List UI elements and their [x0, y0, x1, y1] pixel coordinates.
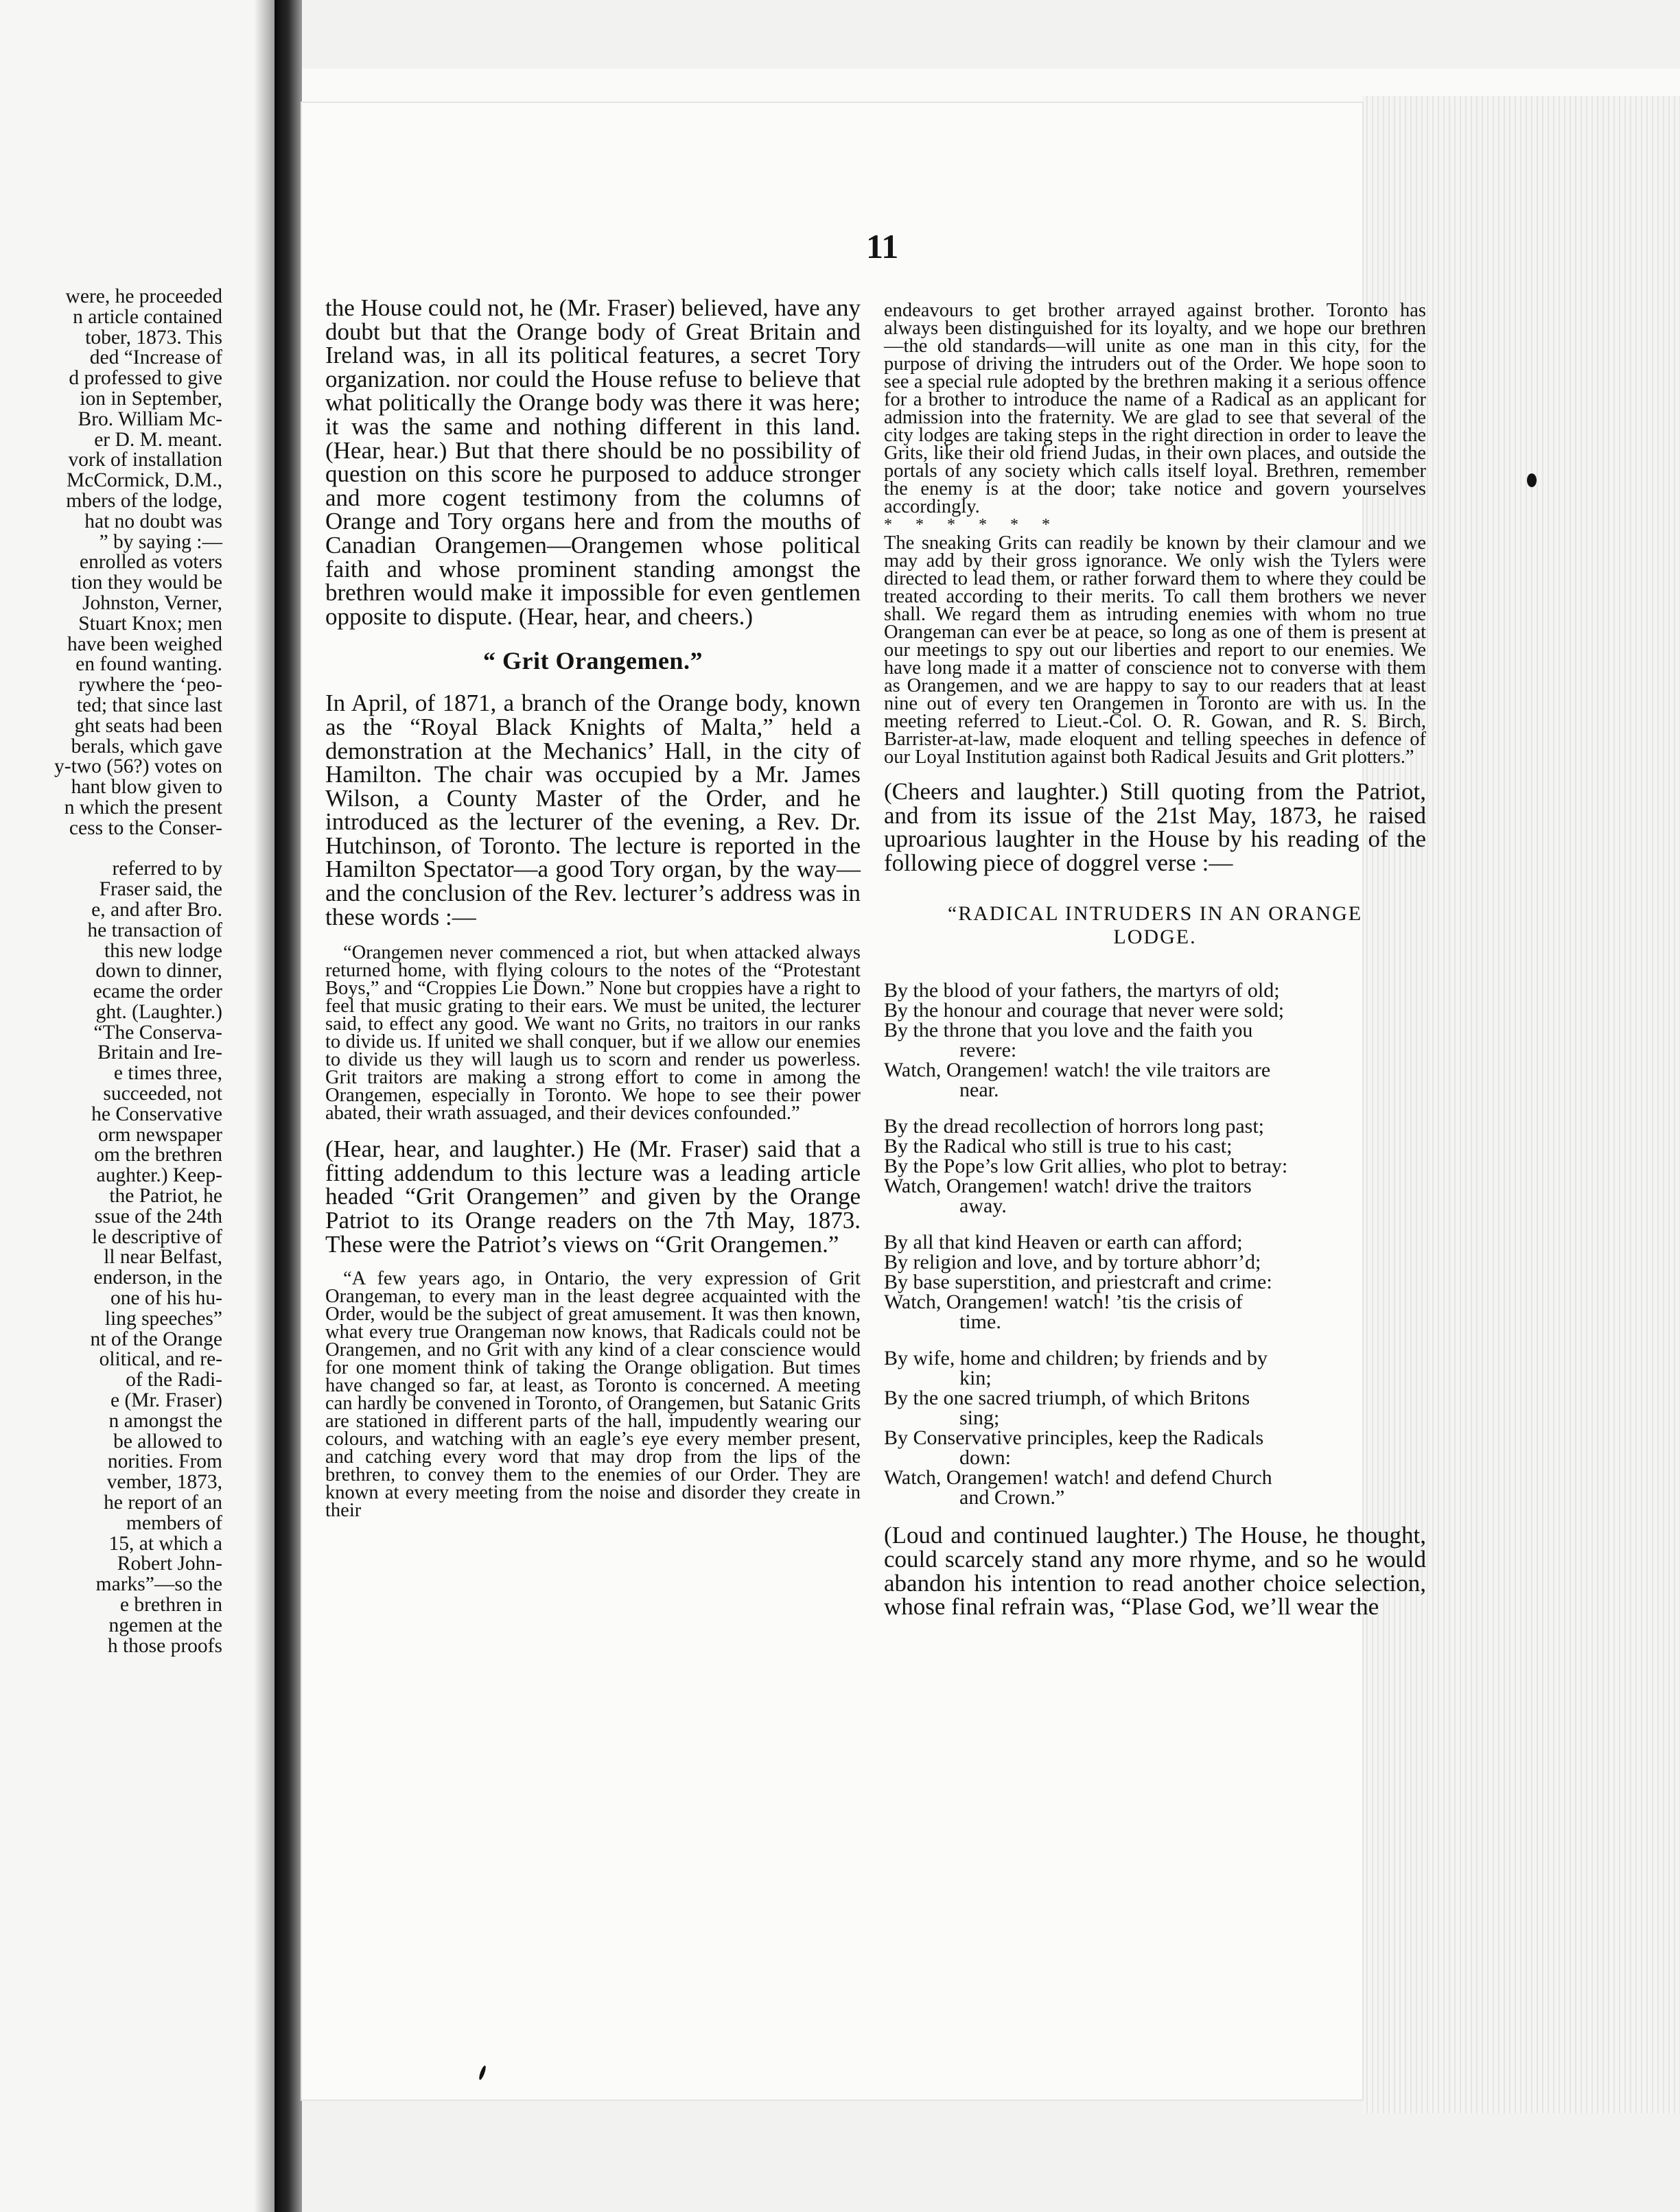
previous-page-line: olitical, and re- — [99, 1348, 222, 1371]
previous-page-line: ght. (Laughter.) — [95, 1000, 222, 1023]
previous-page-line: mbers of the lodge, — [66, 489, 222, 512]
previous-page-line: ght seats had been — [74, 714, 222, 737]
previous-page-line: en found wanting. — [75, 653, 222, 676]
previous-page-line: he report of an — [104, 1492, 222, 1514]
previous-page-line: this new lodge — [104, 939, 222, 962]
ellipsis-stars: * * * * * * — [884, 516, 1060, 534]
verse-line: By the dread recollection of horrors long past; — [884, 1115, 1265, 1138]
verse-title: “RADICAL INTRUDERS IN AN ORANGE — [947, 902, 1363, 926]
previous-page-line: tion they would be — [71, 572, 222, 594]
col1-paragraph-1: the House could not, he (Mr. Fraser) believed, have any doubt but that the Orange body of Great Britain and Ireland was, in all its political features, a secret Tory organization. nor could the House refuse to believe that what politically the Orange body was there it was here; it was the same and nothing different in this land. (Hear, hear.) But that there should be no possibility of question on this score he purposed to adduce stronger and more cogent testimony from the columns of Orange and Tory organs here and from the mouths of Canadian Orangemen—Orangemen whose political faith and whose prominent standing amongst the brethren would make it impossible for even gentlemen opposite to dispute. (Hear, hear, and cheers.) — [325, 294, 861, 630]
page-number: 11 — [866, 227, 899, 266]
previous-page-line: he Conservative — [91, 1103, 222, 1125]
col2-quote-continued: endeavours to get brother arrayed against brother. Toronto has always been distinguished for its loyalty, and we hope our brethren—the old standards—will unite as one man in this city, for the purpose of driving the intruders out of the Order. We hope soon to see a special rule adopted by the brethren making it a serious offence for a brother to introduce the name of a Radical as an applicant for admission into the fraternity. We are glad to see that several of the city lodges are taking steps in the right direction in order to leave the Grits, like their old friend Judas, in their own places, and outside the portals of any society which calls itself loyal. Brethren, remember the enemy is at the door; take notice and govern yourselves accordingly. — [884, 300, 1426, 517]
previous-page-line: er D. M. meant. — [94, 428, 222, 451]
verse-line: down: — [959, 1446, 1011, 1470]
verse-stanza — [884, 980, 1426, 1100]
previous-page-line: ion in September, — [80, 387, 222, 410]
previous-page-line: Bro. William Mc- — [78, 408, 222, 430]
verse-line: sing; — [959, 1407, 1000, 1430]
previous-page-line: Stuart Knox; men — [78, 612, 222, 635]
previous-page-line: hant blow given to — [71, 776, 222, 799]
previous-page-line: down to dinner, — [95, 960, 222, 983]
previous-page-line: y-two (56?) votes on — [54, 755, 222, 778]
previous-page-line: ” by saying :— — [99, 530, 222, 553]
previous-page-line: the Patriot, he — [109, 1185, 222, 1208]
previous-page-line: e times three, — [113, 1062, 222, 1085]
verse-poem — [884, 980, 1426, 1507]
previous-page-line: hat no doubt was — [84, 510, 222, 532]
section-heading: “ Grit Orangemen.” — [483, 647, 703, 675]
previous-page-line: marks”—so the — [95, 1573, 222, 1596]
previous-page-line: aughter.) Keep- — [96, 1164, 222, 1187]
verse-line: Watch, Orangemen! watch! drive the traitors — [884, 1175, 1252, 1198]
column-left — [325, 296, 861, 1520]
previous-page-line: h those proofs — [107, 1634, 222, 1657]
previous-page-line: n article contained — [73, 305, 222, 328]
previous-page-line: referred to by — [112, 858, 222, 880]
previous-page-line: n which the present — [64, 796, 222, 819]
previous-page-line: Britain and Ire- — [97, 1042, 222, 1064]
gutter-shadow — [254, 0, 275, 2212]
previous-page-line: e, and after Bro. — [91, 898, 222, 921]
previous-page-line: e (Mr. Fraser) — [110, 1389, 222, 1412]
verse-line: By the blood of your fathers, the martyrs of old; — [884, 979, 1280, 1002]
previous-page-line: ling speeches” — [104, 1307, 222, 1330]
verse-stanza — [884, 1116, 1426, 1216]
previous-page-line: one of his hu- — [110, 1287, 222, 1310]
verse-line: By the throne that you love and the faith you — [884, 1019, 1253, 1042]
previous-page-line: ded “Increase of — [89, 346, 222, 369]
verse-line: By the honour and courage that never were sold; — [884, 999, 1285, 1022]
verse-line: By the one sacred triumph, of which Britons — [884, 1387, 1250, 1410]
verse-line: kin; — [959, 1367, 992, 1390]
previous-page-line: le descriptive of — [91, 1225, 222, 1248]
verse-stanza — [884, 1348, 1426, 1507]
verse-title-line-2: LODGE. — [1113, 926, 1197, 949]
previous-page-line: ngemen at the — [108, 1614, 222, 1636]
verse-line: near. — [959, 1079, 999, 1102]
previous-page-line: vember, 1873, — [106, 1471, 222, 1494]
verse-stanza — [884, 1232, 1426, 1332]
previous-page-line: be allowed to — [113, 1430, 222, 1452]
previous-page-line: have been weighed — [67, 633, 222, 655]
previous-page-line: vork of installation — [68, 449, 222, 471]
previous-page-line: “The Conserva- — [93, 1021, 222, 1044]
column-right — [884, 302, 1426, 1619]
previous-page-line: ecame the order — [93, 980, 222, 1003]
previous-page-line: were, he proceeded — [65, 285, 222, 307]
previous-page-line: succeeded, not — [103, 1083, 222, 1105]
previous-page-line: d professed to give — [69, 367, 222, 390]
verse-line: By religion and love, and by torture abhorr’d; — [884, 1251, 1261, 1274]
verse-line: away. — [959, 1195, 1007, 1218]
previous-page-line: members of — [126, 1511, 222, 1534]
verse-line: By all that kind Heaven or earth can afford; — [884, 1231, 1243, 1254]
verse-line: By the Radical who still is true to his cast; — [884, 1135, 1233, 1158]
previous-page-line: he transaction of — [87, 919, 222, 941]
verse-line: Watch, Orangemen! watch! and defend Church — [884, 1466, 1272, 1490]
col1-quote-1: “Orangemen never commenced a riot, but when attacked always returned home, with flying colours to the notes of the “Protestant Boys,” and “Croppies Lie Down.” None but croppies have a right to feel that music grating to their ears. We must be united, the lecturer said, to effect any good. We want no Grits, no traitors in our ranks to divide us. If united we shall conquer, but if we allow our enemies to divide us they will laugh us to scorn and render us powerless. Grit traitors are making a strong effort to come in among the Orangemen, especially in Toronto. We hope to see their power abated, their wrath assuaged, and their devices confounded.” — [325, 942, 861, 1125]
previous-page-line: n amongst the — [108, 1409, 222, 1432]
col2-quote-continued-2: The sneaking Grits can readily be known by their clamour and we may add by their gross ignorance. We only wish the Tylers were directed to lead them, or rather forward them to where they could be treated according to their merits. To call them brothers we never shall. We regard them as intruding enemies with whom no true Orangeman can ever be at peace, so long as one of them is present at our meetings to spy out our liberties and report to our enemies. We have long made it a matter of conscience not to converse with them as Orangemen, and we are happy to say to our readers that at least nine out of every ten Orangemen in Toronto are with us. In the meeting referred to Lieut.-Col. O. R. Gowan, and R. S. Birch, Barrister-at-law, made eloquent and telling speeches in defence of our Loyal Institution against both Radical Jesuits and Grit plotters.” — [884, 532, 1426, 768]
previous-page-line — [0, 839, 222, 860]
previous-page-line: McCormick, D.M., — [67, 469, 222, 492]
previous-page-line: of the Radi- — [126, 1369, 222, 1391]
previous-page-line: e brethren in — [119, 1594, 222, 1616]
previous-page-line: ssue of the 24th — [95, 1205, 222, 1227]
verse-line: By wife, home and children; by friends and by — [884, 1347, 1268, 1370]
col2-paragraph-2: (Loud and continued laughter.) The House, he thought, could scarcely stand any more rhyme, and so he would abandon his intention to read another choice selection, whose final refrain was, “Plase God, we’ll wear the — [884, 1522, 1426, 1621]
previous-page-line: ted; that since last — [76, 694, 222, 716]
verse-line: revere: — [959, 1039, 1017, 1062]
verse-line: time. — [959, 1310, 1001, 1334]
previous-page-line: cess to the Conser- — [69, 816, 222, 839]
previous-page-line: Johnston, Verner, — [82, 591, 222, 614]
previous-page-line: ll near Belfast, — [104, 1246, 222, 1269]
book-spine — [275, 0, 302, 2212]
col2-paragraph-1: (Cheers and laughter.) Still quoting from the Patriot, and from its issue of the 21st May, 1873, he raised uproarious laughter in the House by his reading of the following piece of doggrel verse :— — [884, 778, 1426, 876]
previous-page-text — [0, 287, 222, 1656]
verse-line: Watch, Orangemen! watch! the vile traitors are — [884, 1059, 1271, 1082]
col1-paragraph-3: (Hear, hear, and laughter.) He (Mr. Fraser) said that a fitting addendum to this lecture was a leading article headed “Grit Orangemen” and given by the Orange Patriot to its Orange readers on the 7th May, 1873. These were the Patriot’s views on “Grit Orangemen.” — [325, 1136, 861, 1258]
verse-line: By the Pope’s low Grit allies, who plot to betray: — [884, 1155, 1288, 1178]
previous-page-line: enrolled as voters — [79, 551, 222, 574]
previous-page-line: tober, 1873. This — [85, 326, 222, 349]
previous-page-line: orm newspaper — [97, 1123, 222, 1146]
previous-page-line: om the brethren — [94, 1144, 222, 1166]
verse-line: By Conservative principles, keep the Radicals — [884, 1426, 1264, 1450]
previous-page-line: Fraser said, the — [99, 878, 222, 901]
previous-page-line: 15, at which a — [108, 1532, 222, 1555]
col1-paragraph-2: In April, of 1871, a branch of the Orange body, known as the “Royal Black Knights of Malta,” held a demonstration at the Mechanics’ Hall, in the city of Hamilton. The chair was occupied by a Mr. James Wilson, a County Master of the Order, and he introduced as the lecturer of the evening, a Rev. Dr. Hutchinson, of Toronto. The lecture is reported in the Hamilton Spectator—a good Tory organ, by the way—and the conclusion of the Rev. lecturer’s address was in these words :— — [325, 690, 861, 930]
verse-line: and Crown.” — [959, 1486, 1065, 1509]
previous-page-line: enderson, in the — [93, 1267, 222, 1289]
ink-spot — [1527, 473, 1537, 487]
verse-line: By base superstition, and priestcraft and crime: — [884, 1271, 1272, 1294]
previous-page-line: norities. From — [107, 1450, 222, 1473]
previous-page-fragment — [0, 0, 277, 2212]
col1-quote-2: “A few years ago, in Ontario, the very expression of Grit Orangeman, to every man in the least degree acquainted with the Order, would be the subject of great amusement. It was then known, what every true Orangeman now knows, that Radicals could not be Orangemen, and no Grit with any kind of a clear conscience would for one moment think of taking the Orange obligation. But times have changed so far, at least, as Toronto is concerned. A meeting can hardly be convened in Toronto, of Orangemen, but Satanic Grits are stationed in different parts of the hall, impudently wearing our colours, and watching with an eagle’s eye every member present, and catching every word that may drop from the lips of the brethren, to convey them to the enemies of our Order. They are known at every meeting from the noise and disorder they create in their — [325, 1268, 861, 1522]
previous-page-line: nt of the Orange — [90, 1328, 222, 1350]
previous-page-line: berals, which gave — [71, 735, 222, 757]
verse-line: Watch, Orangemen! watch! ’tis the crisis of — [884, 1291, 1243, 1314]
previous-page-line: Robert John- — [117, 1553, 222, 1575]
previous-page-line: rywhere the ‘peo- — [78, 674, 222, 696]
